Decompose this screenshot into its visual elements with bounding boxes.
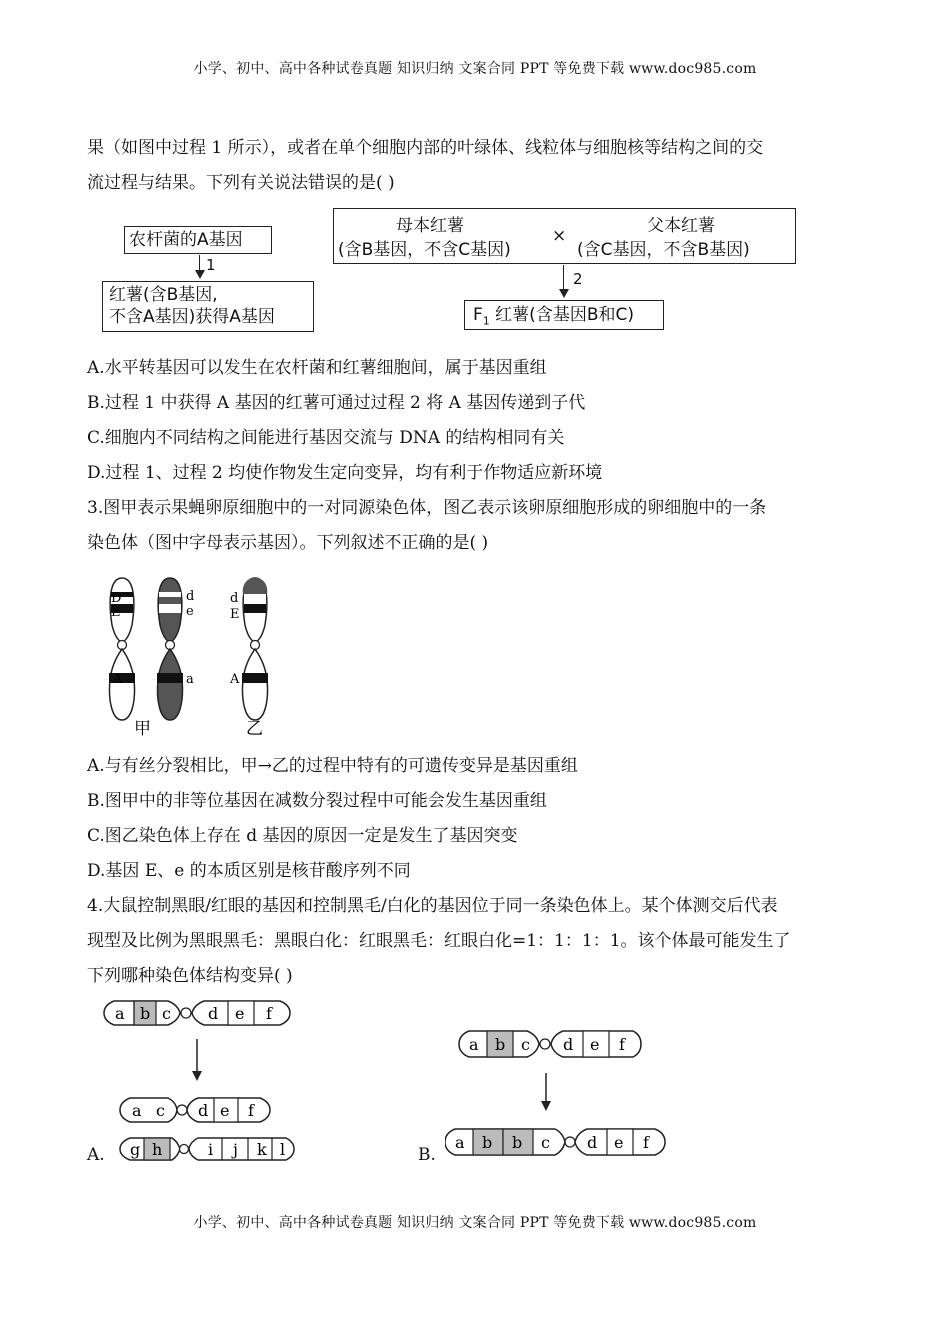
gene-e-after: e bbox=[220, 1101, 230, 1120]
q2-option-d: D.过程 1、过程 2 均使作物发生定向变异，均有利于作物适应新环境 bbox=[87, 463, 603, 483]
gene-a: a bbox=[115, 1004, 125, 1023]
gene-l: l bbox=[280, 1140, 286, 1159]
q3-stem-line-2: 染色体（图中字母表示基因）。下列叙述不正确的是( ) bbox=[87, 533, 489, 553]
gene-b-fig-d: d bbox=[563, 1035, 574, 1054]
chromosome-b-before bbox=[459, 1031, 641, 1057]
q3-option-b: B.图甲中的非等位基因在减数分裂过程中可能会发生基因重组 bbox=[87, 791, 547, 811]
gene-b-fig-c: c bbox=[521, 1035, 530, 1054]
chromosome-a-after-1 bbox=[120, 1098, 270, 1122]
gene-b-after-d: d bbox=[587, 1133, 598, 1152]
gene-label-d: d bbox=[186, 589, 195, 604]
q4-option-a-label: A. bbox=[87, 1145, 105, 1165]
q4-stem-line-2: 现型及比例为黑眼黑毛：黑眼白化：红眼黑毛：红眼白化=1：1：1：1。该个体最可能发生了 bbox=[87, 931, 791, 951]
gene-b-after-b2: b bbox=[512, 1133, 523, 1152]
gene-g: g bbox=[130, 1140, 141, 1159]
q2-option-c: C.细胞内不同结构之间能进行基因交流与 DNA 的结构相同有关 bbox=[87, 428, 565, 448]
step-1-label: 1 bbox=[206, 256, 216, 274]
gene-f-after: f bbox=[248, 1101, 254, 1120]
chromosome-a-after-2 bbox=[120, 1138, 294, 1160]
f1-description: 红薯(含基因B和C) bbox=[489, 305, 634, 325]
sweet-potato-line-1: 红薯(含B基因, bbox=[109, 285, 218, 305]
gene-b-after-a: a bbox=[455, 1133, 465, 1152]
f1-label: F bbox=[473, 305, 483, 325]
mother-title: 母本红薯 bbox=[396, 216, 464, 236]
sweet-potato-box bbox=[102, 281, 314, 332]
q3-option-a: A.与有丝分裂相比，甲→乙的过程中特有的可遗传变异是基因重组 bbox=[87, 756, 578, 776]
gene-d-after: d bbox=[198, 1101, 209, 1120]
arrow-2-head bbox=[559, 289, 569, 298]
gene-c-after: c bbox=[156, 1101, 165, 1120]
intro-line-2: 流过程与结果。下列有关说法错误的是( ) bbox=[87, 173, 395, 193]
gene-label-e: e bbox=[186, 604, 194, 619]
label-yi: 乙 bbox=[246, 719, 263, 739]
gene-b-after-f: f bbox=[643, 1133, 649, 1152]
q4-option-b-figure bbox=[445, 1025, 675, 1165]
gene-c: c bbox=[162, 1004, 171, 1023]
label-jia: 甲 bbox=[134, 719, 151, 739]
gene-b-fig-a: a bbox=[469, 1035, 479, 1054]
gene-b-fig-b: b bbox=[495, 1035, 506, 1054]
gene-label-a: a bbox=[186, 672, 194, 687]
q4-stem-line-1: 4.大鼠控制黑眼/红眼的基因和控制黑毛/白化的基因位于同一条染色体上。某个体测交后代表 bbox=[87, 896, 778, 916]
gene-b: b bbox=[140, 1004, 151, 1023]
gene-a-after: a bbox=[132, 1101, 142, 1120]
father-title: 父本红薯 bbox=[647, 216, 715, 236]
f1-subscript: 1 bbox=[482, 314, 490, 328]
q4-option-a-figure bbox=[100, 995, 300, 1165]
gene-b-fig-e: e bbox=[590, 1035, 600, 1054]
q3-stem-line-1: 3.图甲表示果蝇卵原细胞中的一对同源染色体，图乙表示该卵原细胞形成的卵细胞中的一条 bbox=[87, 498, 767, 518]
mother-genotype: (含B基因，不含C基因) bbox=[338, 240, 511, 260]
q4-option-b-label: B. bbox=[418, 1145, 436, 1165]
parents-box bbox=[333, 208, 796, 264]
gene-e: e bbox=[235, 1004, 245, 1023]
agrobacterium-box: 农杆菌的A基因 bbox=[124, 226, 272, 254]
gene-label-A-yi: A bbox=[230, 672, 240, 687]
chromosome-yi bbox=[242, 578, 268, 720]
chromosome-jia-right bbox=[157, 578, 183, 720]
gene-h: h bbox=[152, 1140, 163, 1159]
q3-option-d: D.基因 E、e 的本质区别是核苷酸序列不同 bbox=[87, 861, 411, 881]
intro-line-1: 果（如图中过程 1 所示），或者在单个细胞内部的叶绿体、线粒体与细胞核等结构之间的交 bbox=[87, 138, 764, 158]
gene-d: d bbox=[208, 1004, 219, 1023]
gene-b-after-c: c bbox=[541, 1133, 550, 1152]
arrow-1-head bbox=[195, 270, 205, 279]
father-genotype: (含C基因，不含B基因) bbox=[577, 240, 750, 260]
q4-stem-line-3: 下列哪种染色体结构变异( ) bbox=[87, 966, 293, 986]
gene-f: f bbox=[266, 1004, 272, 1023]
gene-b-fig-f: f bbox=[619, 1035, 625, 1054]
gene-label-E-yi: E bbox=[230, 607, 240, 622]
gene-k: k bbox=[257, 1140, 267, 1159]
arrow-b-head bbox=[541, 1101, 551, 1111]
chromosome-b-after bbox=[445, 1129, 665, 1155]
chromosome-figure bbox=[100, 570, 290, 740]
gene-j: j bbox=[233, 1140, 238, 1159]
sweet-potato-line-2: 不含A基因)获得A基因 bbox=[109, 307, 275, 327]
cross-symbol: × bbox=[552, 226, 567, 246]
chromosome-a-before bbox=[104, 1001, 290, 1025]
gene-i: i bbox=[208, 1140, 214, 1159]
page-header: 小学、初中、高中各种试卷真题 知识归纳 文案合同 PPT 等免费下载 www.doc985.com bbox=[193, 61, 757, 77]
gene-b-after-b1: b bbox=[482, 1133, 493, 1152]
page-footer: 小学、初中、高中各种试卷真题 知识归纳 文案合同 PPT 等免费下载 www.doc985.com bbox=[193, 1215, 757, 1231]
gene-label-d-yi: d bbox=[230, 591, 239, 606]
gene-label-E: E bbox=[111, 605, 121, 620]
gene-label-D: D bbox=[111, 591, 122, 606]
q2-option-a: A.水平转基因可以发生在农杆菌和红薯细胞间，属于基因重组 bbox=[87, 358, 547, 378]
arrow-2-line bbox=[563, 265, 564, 290]
gene-label-A-left: A bbox=[113, 672, 123, 687]
q3-option-c: C.图乙染色体上存在 d 基因的原因一定是发生了基因突变 bbox=[87, 826, 518, 846]
q2-option-b: B.过程 1 中获得 A 基因的红薯可通过过程 2 将 A 基因传递到子代 bbox=[87, 393, 586, 413]
arrow-a-head bbox=[192, 1071, 202, 1081]
gene-b-after-e: e bbox=[614, 1133, 624, 1152]
f1-box bbox=[464, 300, 664, 330]
step-2-label: 2 bbox=[573, 270, 583, 288]
arrow-1-line bbox=[199, 255, 200, 271]
